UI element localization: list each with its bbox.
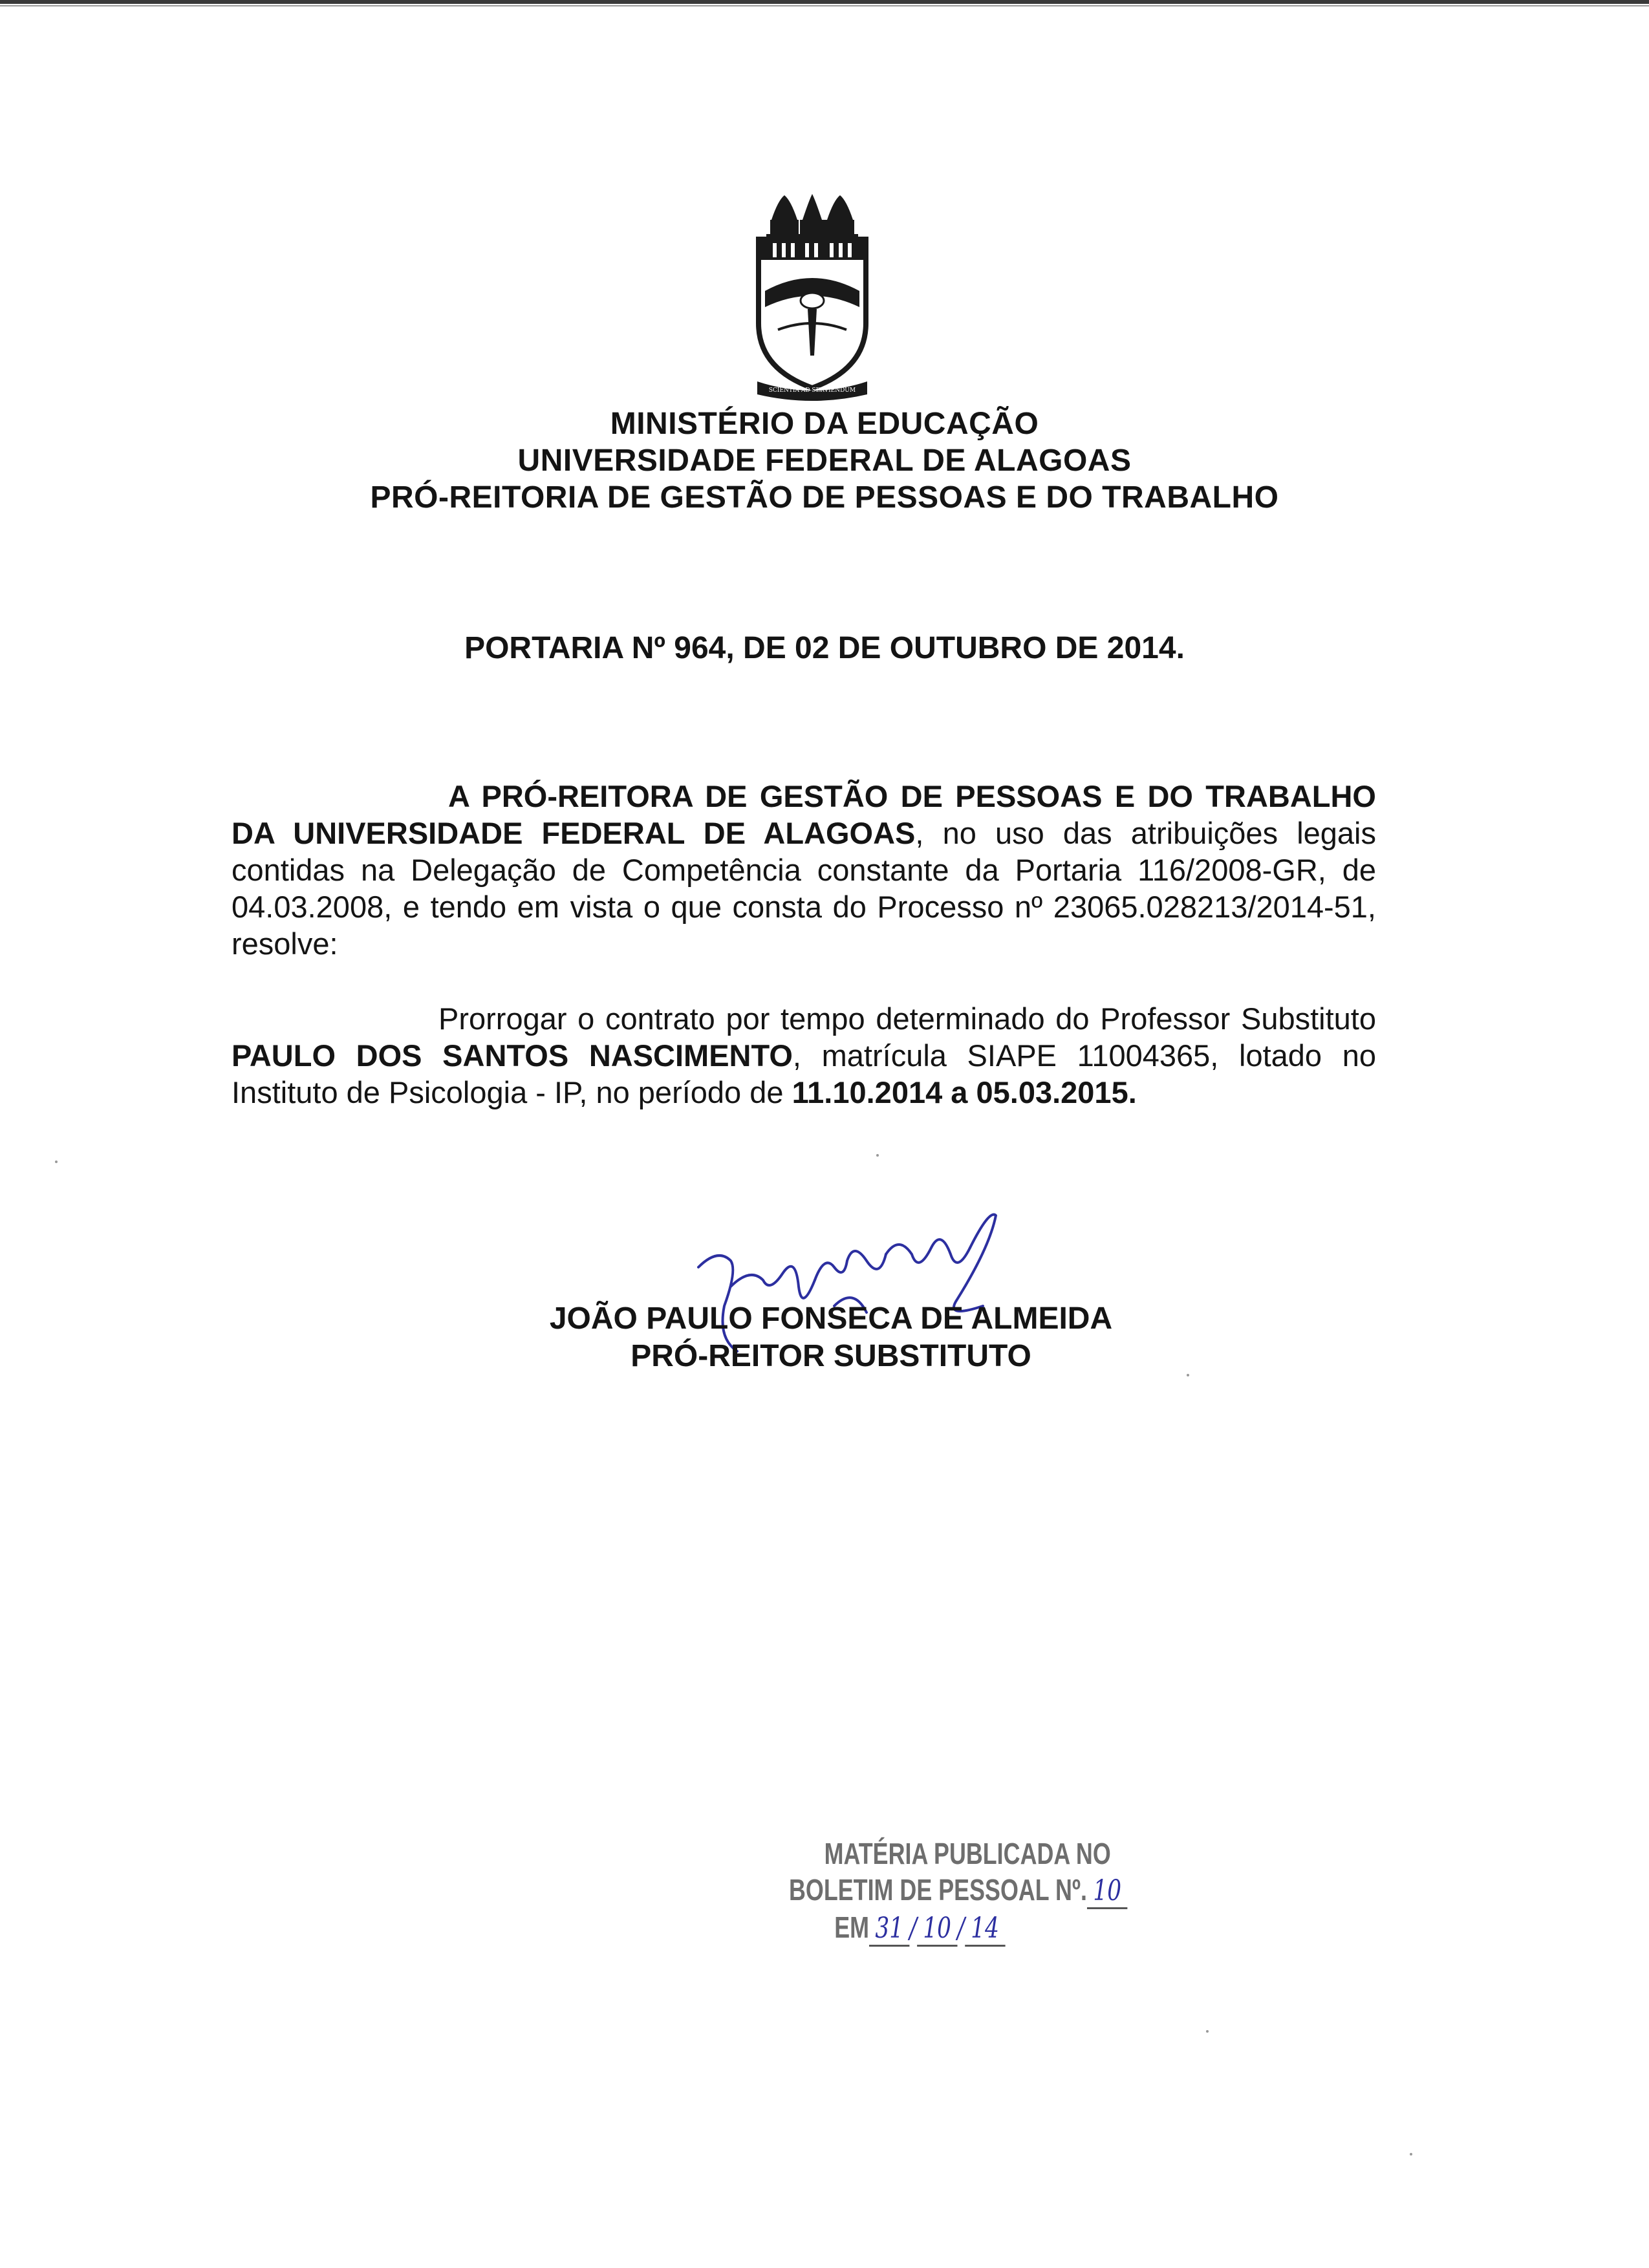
crest-motto: SCIENTIA AD SERVIENDUM	[768, 387, 856, 394]
scan-speck	[1206, 2030, 1209, 2033]
professor-name: PAULO DOS SANTOS NASCIMENTO	[232, 1038, 793, 1073]
stamp-line-1: MATÉRIA PUBLICADA NO	[824, 1837, 1111, 1870]
university-header: UNIVERSIDADE FEDERAL DE ALAGOAS	[517, 444, 1132, 478]
scan-edge-line	[0, 5, 1649, 6]
resolution-paragraph	[232, 1000, 1376, 1111]
resolution-text-2: , matrícula SIAPE 11004365, lotado no Instituto de Psicologia - IP, no período de	[232, 1038, 1376, 1109]
scan-speck	[1187, 1374, 1189, 1376]
ministry-header: MINISTÉRIO DA EDUCAÇÃO	[610, 407, 1039, 441]
stamp-bulletin-label: BOLETIM DE PESSOAL Nº.	[789, 1873, 1087, 1907]
contract-period: 11.10.2014 a 05.03.2015.	[792, 1075, 1137, 1109]
signatory-name: JOÃO PAULO FONSECA DE ALMEIDA	[549, 1301, 1113, 1336]
preamble-text: , no uso das atribuições legais contidas na Delegação de Competência constante da Portaria 116/2008-GR, de 04.03.2008, e tendo em vista o que consta do Processo nº 23065.028213/2014-51, resolve:	[232, 816, 1376, 961]
preamble-paragraph	[232, 778, 1376, 962]
stamp-date-month: 10	[923, 1912, 952, 1945]
resolution-text-1: Prorrogar o contrato por tempo determinado do Professor Substituto	[438, 1001, 1376, 1036]
stamp-line-3: EM 31 / 10 / 14	[834, 1910, 1005, 1947]
scan-edge	[0, 0, 1649, 4]
authority-text: A PRÓ-REITORA DE GESTÃO DE PESSOAS E DO TRABALHO DA UNIVERSIDADE FEDERAL DE ALAGOAS	[232, 779, 1376, 850]
publication-stamp	[789, 1836, 1122, 1952]
stamp-line-2	[789, 1872, 1127, 1909]
scan-speck	[876, 1154, 879, 1157]
scan-speck	[1410, 2153, 1412, 2156]
office-header: PRÓ-REITORIA DE GESTÃO DE PESSOAS E DO TRABALHO	[370, 480, 1279, 515]
stamp-bulletin-number: 10	[1093, 1874, 1122, 1907]
signatory-role: PRÓ-REITOR SUBSTITUTO	[630, 1339, 1031, 1373]
stamp-date-label: EM	[834, 1910, 870, 1944]
stamp-date-year: 14	[971, 1912, 999, 1945]
stamp-date-day: 31	[875, 1912, 904, 1945]
ufal-crest-logo	[752, 194, 872, 401]
scan-speck	[55, 1161, 58, 1163]
document-title: PORTARIA Nº 964, DE 02 DE OUTUBRO DE 2014.	[464, 631, 1185, 665]
